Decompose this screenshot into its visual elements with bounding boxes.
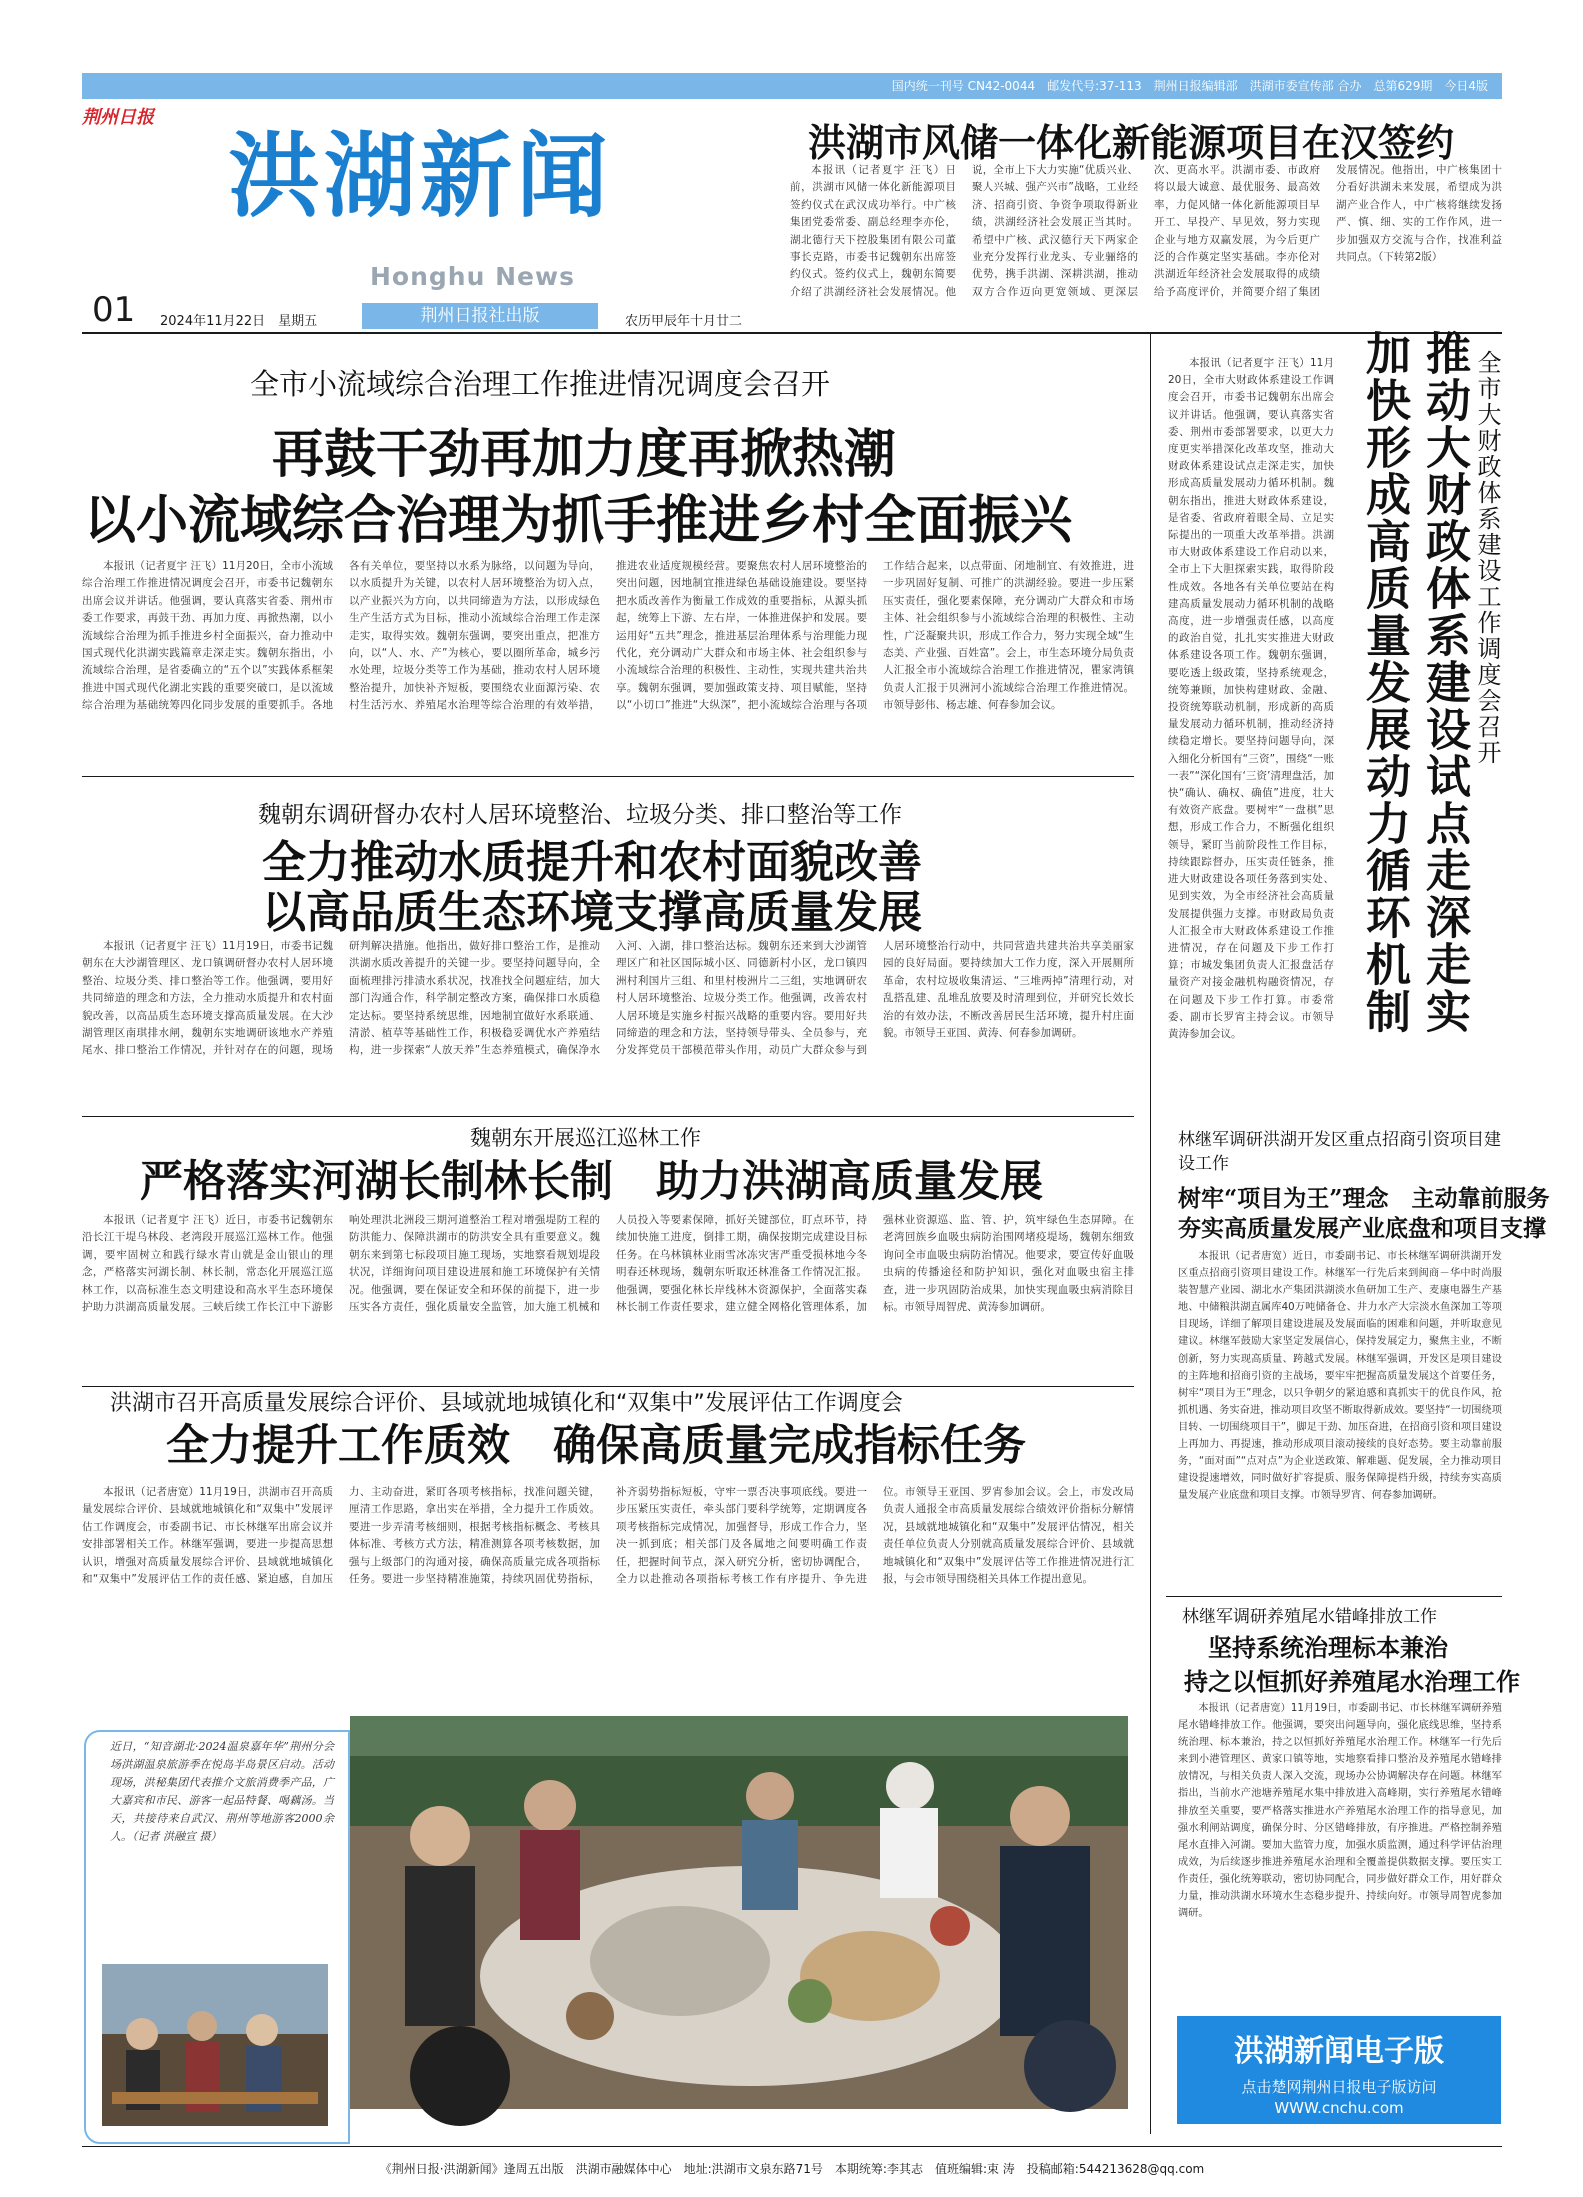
side-story1-kicker: 全市大财政体系建设工作调度会召开 (1473, 350, 1501, 766)
section-divider (82, 776, 1134, 777)
story3-body (82, 1212, 1134, 1382)
side-story2-kicker (1178, 1128, 1502, 1176)
story4-headline: 全力提升工作质效 确保高质量完成指标任务 (166, 1421, 1026, 1471)
column-divider (1150, 334, 1151, 2134)
side-story1-text: 本报讯（记者夏宇 汪飞）11月20日，全市大财政体系建设工作调度会召开，市委书记魏朝东出席会议并讲话。他强调，要认真落实省委、荆州市委部署要求，以更大力度更实举措深化改革攻坚，推动大财政体系建设试点走深走实，加快形成高质量发展动力循环机制。魏朝东指出，推进大财政体系建设，是省委、省政府着眼全局、立足实际提出的一项重大改革举措。洪湖市大财政体系建设工作启动以来，全市上下大胆探索实践，取得阶段性成效。各地各有关单位要站在构建高质量发展动力循环机制的战略高度，进一步增强责任感，以高度的政治自觉，扎扎实实推进大财政体系建设各项工作。魏朝东强调，要吃透上级政策，坚持系统观念，统筹兼顾，加快构建财政、金融、投资统筹联动机制，形成新的高质量发展动力循环机制，推动经济持续稳定增长。要坚持问题导向，深入细化分析国有“三资”，围绕“一账一表”“深化国有‘三资’清理盘活，加快“确认、确权、确值”进度，壮大有效资产底盘。要树牢“一盘棋”思想，形成工作合力，不断强化组织领导，紧盯当前阶段性工作目标，持续跟踪督办，压实责任链条，推进大财政建设各项任务落到实处、见到实效，为全市经济社会高质量发展提供强力支撑。市财政局负责人汇报全市大财政体系建设工作推进情况，存在问题及下步工作打算；市城发集团负责人汇报盘活存量资产对接金融机构融资情况，存在问题及下步工作打算。市委常委、副市长罗宵主持会议。市领导黄涛参加会议。 (1168, 357, 1334, 1040)
story2-text: 本报讯（记者夏宇 汪飞）11月19日，市委书记魏朝东在大沙湖管理区、龙口镇调研督办农村人居环境整治、垃圾分类、排口整治等工作。他强调，要用好共同缔造的理念和方法，全力推动水质提升和农村面貌改善，以高品质生态环境支撑高质量发展。在大沙湖管理区南琪排水闸，魏朝东实地调研该地水产养殖尾水、排口整治工作情况，并针对存在的问题，现场研判解决措施。他指出，做好排口整治工作，是推动洪湖水质改善提升的关键一步。要坚持问题导向，全面梳理排污排渍水系状况，找准找全问题症结，加大部门沟通合作，科学制定整改方案，确保排口水质稳定达标。要坚持系统思维，因地制宜做好水系联通、清淤、植草等基础性工作，积极稳妥调优水产养殖结构，进一步探索“人放天养”生态养殖模式，确保净水入河、入湖，排口整治达标。魏朝东还来到大沙湖管理区广和社区国际城小区、同德新村小区，龙口镇四洲村利国片三组、和里村梭洲片二三组，实地调研农村人居环境整治、垃圾分类工作。他强调，改善农村人居环境是实施乡村振兴战略的重要内容。要用好共同缔造的理念和方法，坚持领导带头、全员参与，充分发挥党员干部模范带头作用，动员广大群众参与到人居环境整治行动中，共同营造共建共治共享美丽家园的良好局面。要持续加大工作力度，深入开展厕所革命，农村垃圾收集清运、“三堆两掉”清理行动，对乱搭乱建、乱堆乱放要及时清理到位，并研究长效长治的有效办法，不断改善居民生活环境，提升村庄面貌。市领导王亚国、黄涛、何春参加调研。 (82, 940, 1134, 1057)
header-divider (82, 332, 1502, 334)
side-story3-kicker: 林继军调研养殖尾水错峰排放工作 (1182, 1607, 1437, 1627)
side-story3-text: 本报讯（记者唐宽）11月19日，市委副书记、市长林继军调研养殖尾水错峰排放工作。他强调，要突出问题导向，强化底线思维，坚持系统治理、标本兼治，持之以恒抓好养殖尾水治理工作。林继军一行先后来到小港管理区、黄家口镇等地，实地察看排口整治及养殖尾水错峰排放情况，与相关负责人深入交流，现场办公协调解决存在问题。林继军指出，当前水产池塘养殖尾水集中排放进入高峰期，实行养殖尾水错峰排放至关重要，要严格落实推进水产养殖尾水治理工作的指导意见，加强水利闸站调度，确保分时、分区错峰排放，有序推进。严格控制养殖尾水直排入河湖。要加大监管力度，加强水质监测，通过科学评估治理成效，为后续逐步推进养殖尾水治理和全覆盖提供数据支撑。要压实工作责任，强化统筹联动，密切协同配合，同步做好群众工作，用好群众力量，推动洪湖水环境水生态稳步提升、持续向好。市领导周智虎参加调研。 (1178, 1703, 1502, 1920)
top-story-text: 本报讯（记者夏宇 汪飞）日前，洪湖市风储一体化新能源项目签约仪式在武汉成功举行。中广核集团党委常委、副总经理李亦伦，湖北德行天下控股集团有限公司董事长克路，市委书记魏朝东出席签约仪式。签约仪式上，魏朝东简要介绍了洪湖经济社会发展情况。他说，全市上下大力实施“优质兴业、聚人兴城、强产兴市”战略，工业经济、招商引资、争资争项取得新业绩，洪湖经济社会发展正当其时。希望中广核、武汉德行天下两家企业充分发挥行业龙头、专业骊络的优势，携手洪湖、深耕洪湖，推动双方合作迈向更宽领域、更深层次、更高水平。洪湖市委、市政府将以最大诚意、最优服务、最高效率，力促风储一体化新能源项目早开工、早投产、早见效，努力实现企业与地方双赢发展，为今后更广泛的合作奠定坚实基础。李亦伦对洪湖近年经济社会发展取得的成绩给予高度评价，并简要介绍了集团发展情况。他指出，中广核集团十分看好洪湖未来发展，希望成为洪湖产业合作人，中广核将继续发扬严、慎、细、实的工作作风，进一步加强双方交流与合作，找准利益共同点。（下转第2版） (790, 164, 1502, 298)
story4-text: 本报讯（记者唐宽）11月19日，洪湖市召开高质量发展综合评价、县域就地城镇化和“双集中”发展评估工作调度会，市委副书记、市长林继军出席会议并安排部署相关工作。林继军强调，要进一步提高思想认识，增强对高质量发展综合评价、县域就地城镇化和“双集中”发展评估工作的责任感、紧迫感，自加压力、主动奋进，紧盯各项考核指标，找准问题关键，厘清工作思路，拿出实在举措，全力提升工作质效。要进一步弄清考核细则，根据考核指标概念、考核具体标准、考核方式方法，精准测算各项考核数据，加强与上级部门的沟通对接，确保高质量完成各项指标任务。要进一步坚持精准施策，持续巩固优势指标，补齐弱势指标短板，守牢一票否决事项底线。要进一步压紧压实责任，牵头部门要科学统筹，定期调度各项考核指标完成情况，加强督导，形成工作合力，坚决一抓到底；相关部门及各属地之间要明确工作责任，把握时间节点，深入研究分析，密切协调配合，全力以赴推动各项指标考核工作有序提升、争先进位。市领导王亚国、罗宵参加会议。会上，市发改局负责人通报全市高质量发展综合绩效评价指标分解情况，县域就地城镇化和“双集中”发展评估情况，相关责任单位负责人分别就高质量发展综合评价、县域就地城镇化和“双集中”发展评估等工作推进情况进行汇报，与会市领导围绕相关具体工作提出意见。 (82, 1486, 1134, 1586)
issue-date: 2024年11月22日 星期五 (160, 314, 318, 329)
main-photo-image (350, 1716, 1128, 2109)
story4-body (82, 1484, 1134, 1652)
side-story1-body (1168, 355, 1334, 1040)
publisher-badge: 荆州日报社出版 (362, 303, 598, 329)
jingzhou-daily-logo: 荆州日报 (82, 107, 154, 128)
story1-text: 本报讯（记者夏宇 汪飞）11月20日，全市小流域综合治理工作推进情况调度会召开，市委书记魏朝东出席会议并讲话。他强调，要认真落实省委、荆州市委工作要求，再鼓干劲、再加力度、再掀热潮，以小流域综合治理为抓手推进乡村全面振兴，奋力推动中国式现代化洪湖实践篇章走深走实。魏朝东指出，小流域综合治理，是省委确立的“五个以”实践体系框架推进中国式现代化湖北实践的重要突破口，是以流域综合治理为基础统筹四化同步发展的重要抓手。各地各有关单位，要坚持以水系为脉络，以问题为导向，以水质提升为关键，以农村人居环境整治为切入点，以产业振兴为方向，以共同缔造为方法，以形成绿色生产生活方式为目标，推动小流域综合治理工作走深走实，取得实效。魏朝东强调，要突出重点，把准方向，以“人、水、产”为核心，要以圈所革命，城乡污水处理，垃圾分类等工作为基础，推动农村人居环境整治提升，加快补齐短板，要围绕农业面源污染、农村生活污水、养殖尾水治理等综合治理的有效举措，推进农业适度规模经营。要聚焦农村人居环境整治的突出问题，因地制宜推进绿色基础设施建设。要坚持把水质改善作为衡量工作成效的重要指标，从源头抓起，统筹上下游、左右岸，一体推进保护和发展。要运用好“五共”理念，推进基层治理体系与治理能力现代化，充分调动广大群众和市场主体、社会组织参与小流域综合治理的积极性、主动性，实现共建共治共享。魏朝东强调，要加强政策支持、项目赋能，坚持以“小切口”推进“大纵深”，把小流域综合治理与各项工作结合起来，以点带面、闭地制宜、有效推进，进一步巩固好复制、可推广的洪湖经验。要进一步压紧压实责任，强化要素保障，充分调动广大群众和市场主体、社会组织参与小流域综合治理的积极性、主动性，广泛凝聚共识，形成工作合力，努力实现全域“生态美、产业强、百姓富”。会上，市生态环境分局负责人汇报全市小流域综合治理工作推进情况，瞿家湾镇负责人汇报于贝洲河小流域综合治理工作推进情况。市领导彭伟、杨志雄、何春参加会议。 (82, 560, 1134, 712)
footer-info: 《荆州日报·洪湖新闻》逢周五出版 洪湖市融媒体中心 地址:洪湖市文泉东路71号 本期统筹:李其志 值班编辑:束 涛 投稿邮箱:544213628@qq.com (379, 2162, 1205, 2176)
header-info-bar: 国内统一刊号 CN42-0044 邮发代号:37-113 荆州日报编辑部 洪湖市委宣传部 合办 总第629期 今日4版 (82, 73, 1502, 99)
inset-photo (102, 1964, 328, 2126)
lunar-date: 农历甲辰年十月廿二 (625, 314, 743, 329)
side-story2-text: 本报讯（记者唐宽）近日，市委副书记、市长林继军调研洪湖开发区重点招商引资项目建设工作。林继军一行先后来到闽商－华中时尚服装智慧产业园、湖北水产集团洪湖淡水鱼研加工生产、麦康电器生产基地、中储粮洪湖直属库40万吨储备仓、井力水产大宗淡水鱼深加工等项目现场，详细了解项目建设进展及发展面临的困难和问题，并听取意见建议。林继军鼓励大家坚定发展信心，保持发展定力，聚焦主业，不断创新，努力实现高质量、跨越式发展。林继军强调，开发区是项目建设的主阵地和招商引资的主战场，要牢牢把握高质量发展这个首要任务，树牢“项目为王”理念，以只争朝夕的紧迫感和真抓实干的优良作风，抢抓机遇、务实奋进，推动项目攻坚不断取得新成效。要坚持“一切围绕项目转、一切围绕项目干”，脚足干劲、加压奋进，在招商引资和项目建设上再加力、再提速，推动形成项目滚动接续的良好态势。要主动靠前服务，“面对面”“点对点”为企业送政策、解难题、促发展，全力推动项目建设提速增效，同时做好扩容提质、服务保障提档升级，持续夯实高质量发展产业底盘和项目支撑。市领导罗宵、何春参加调研。 (1178, 1251, 1502, 1502)
side-story2-kicker-text: 林继军调研洪湖开发区重点招商引资项目建设工作 (1178, 1130, 1501, 1174)
masthead-english: Honghu News (370, 262, 575, 291)
side-story3-body (1178, 1700, 1502, 2005)
side-story1-headline-line2: 加快形成高质量发展动力循环机制 (1358, 330, 1411, 1035)
story3-text: 本报讯（记者夏宇 汪飞）近日，市委书记魏朝东沿长江干堤乌林段、老湾段开展巡江巡林工作。他强调，要牢固树立和践行绿水青山就是金山银山的理念，严格落实河湖长制、林长制，常态化开展巡江巡林工作，以高标准生态文明建设和高水平生态环境保护助力洪湖高质量发展。三峡后续工作长江中下游影响处理洪北洲段三期河道整治工程对增强堤防工程的防洪能力、保障洪湖市的防洪安全具有重要意义。魏朝东来到第七标段项目施工现场，实地察看规划堤段状况，详细询问项目建设进展和施工环境保护有关情况。他强调，要在保证安全和环保的前提下，进一步压实各方责任，强化质量安全监管，加大施工机械和人员投入等要素保障，抓好关键部位，盯点环节，持续加快施工进度，倒排工期，确保按期完成建设目标任务。在乌林镇林业雨雪冰冻灾害严重受损林地今冬明春还林现场，魏朝东听取还林准备工作情况汇报。他强调，要强化林长岸线林木资源保护，全面落实森林长制工作责任要求，建立健全网格化管理体系，加强林业资源巡、监、管、护，筑牢绿色生态屏障。在老湾回族乡血吸虫病防治围网堵疫堤场，魏朝东细致询问全市血吸虫病防治情况。他要求，要宣传好血吸虫病的传播途径和防护知识，强化对血吸虫宿主排查，进一步巩固防治成果，加快实现血吸虫病消除目标。市领导周智虎、黄涛参加调研。 (82, 1214, 1134, 1314)
top-story-title: 洪湖市风储一体化新能源项目在汉签约 (808, 120, 1455, 165)
epaper-title: 洪湖新闻电子版 (1234, 2034, 1444, 2069)
footer-divider (82, 2146, 1502, 2147)
side-story2-headline-line1: 树牢“项目为王”理念 主动靠前服务 (1178, 1185, 1550, 1212)
top-story-body (790, 162, 1502, 312)
epaper-url[interactable]: WWW.cnchu.com (1274, 2099, 1404, 2117)
side-story3-headline-line1: 坚持系统治理标本兼治 (1208, 1633, 1448, 1662)
story3-headline: 严格落实河湖长制林长制 助力洪湖高质量发展 (140, 1157, 1043, 1207)
page-number: 01 (92, 290, 136, 330)
story3-kicker: 魏朝东开展巡江巡林工作 (470, 1126, 701, 1150)
story2-headline-line1: 全力推动水质提升和农村面貌改善 (262, 837, 922, 888)
side-story2-headline-line2: 夯实高质量发展产业底盘和项目支撑 (1178, 1215, 1546, 1242)
section-divider (82, 1116, 1134, 1117)
section-divider (1166, 1596, 1502, 1597)
story2-body (82, 938, 1134, 1128)
story4-kicker: 洪湖市召开高质量发展综合评价、县域就地城镇化和“双集中”发展评估工作调度会 (110, 1391, 903, 1416)
story1-body (82, 558, 1134, 748)
side-story1-headline-line1: 推动大财政体系建设试点走深走实 (1418, 330, 1471, 1035)
inset-photo-image (102, 1964, 328, 2126)
story2-kicker: 魏朝东调研督办农村人居环境整治、垃圾分类、排口整治等工作 (258, 802, 902, 828)
side-story2-body (1178, 1248, 1502, 1588)
story2-headline-line2: 以高品质生态环境支撑高质量发展 (262, 887, 922, 938)
story1-kicker: 全市小流域综合治理工作推进情况调度会召开 (250, 367, 831, 401)
main-photo (350, 1716, 1128, 2109)
side-story3-headline-line2: 持之以恒抓好养殖尾水治理工作 (1184, 1667, 1520, 1696)
story1-headline-line2: 以小流域综合治理为抓手推进乡村全面振兴 (84, 490, 1073, 551)
epaper-promo[interactable] (1177, 2016, 1501, 2124)
story1-headline-line1: 再鼓干劲再加力度再掀热潮 (272, 424, 897, 485)
masthead-title: 洪湖新闻 (228, 122, 613, 230)
epaper-line1: 点击楚网荆州日报电子版访问 (1241, 2078, 1437, 2096)
photo-caption: 近日，“知音湖北·2024温泉嘉年华”荆州分会场洪湖温泉旅游季在悦岛半岛景区启动。活动现场，洪秘集团代表推介文旅消费季产品，广大嘉宾和市民、游客一起品特餐、喝藕汤。当天，共接待来自武汉、荆州等地游客2000余人。（记者 洪融宣 摄） (110, 1740, 334, 1843)
